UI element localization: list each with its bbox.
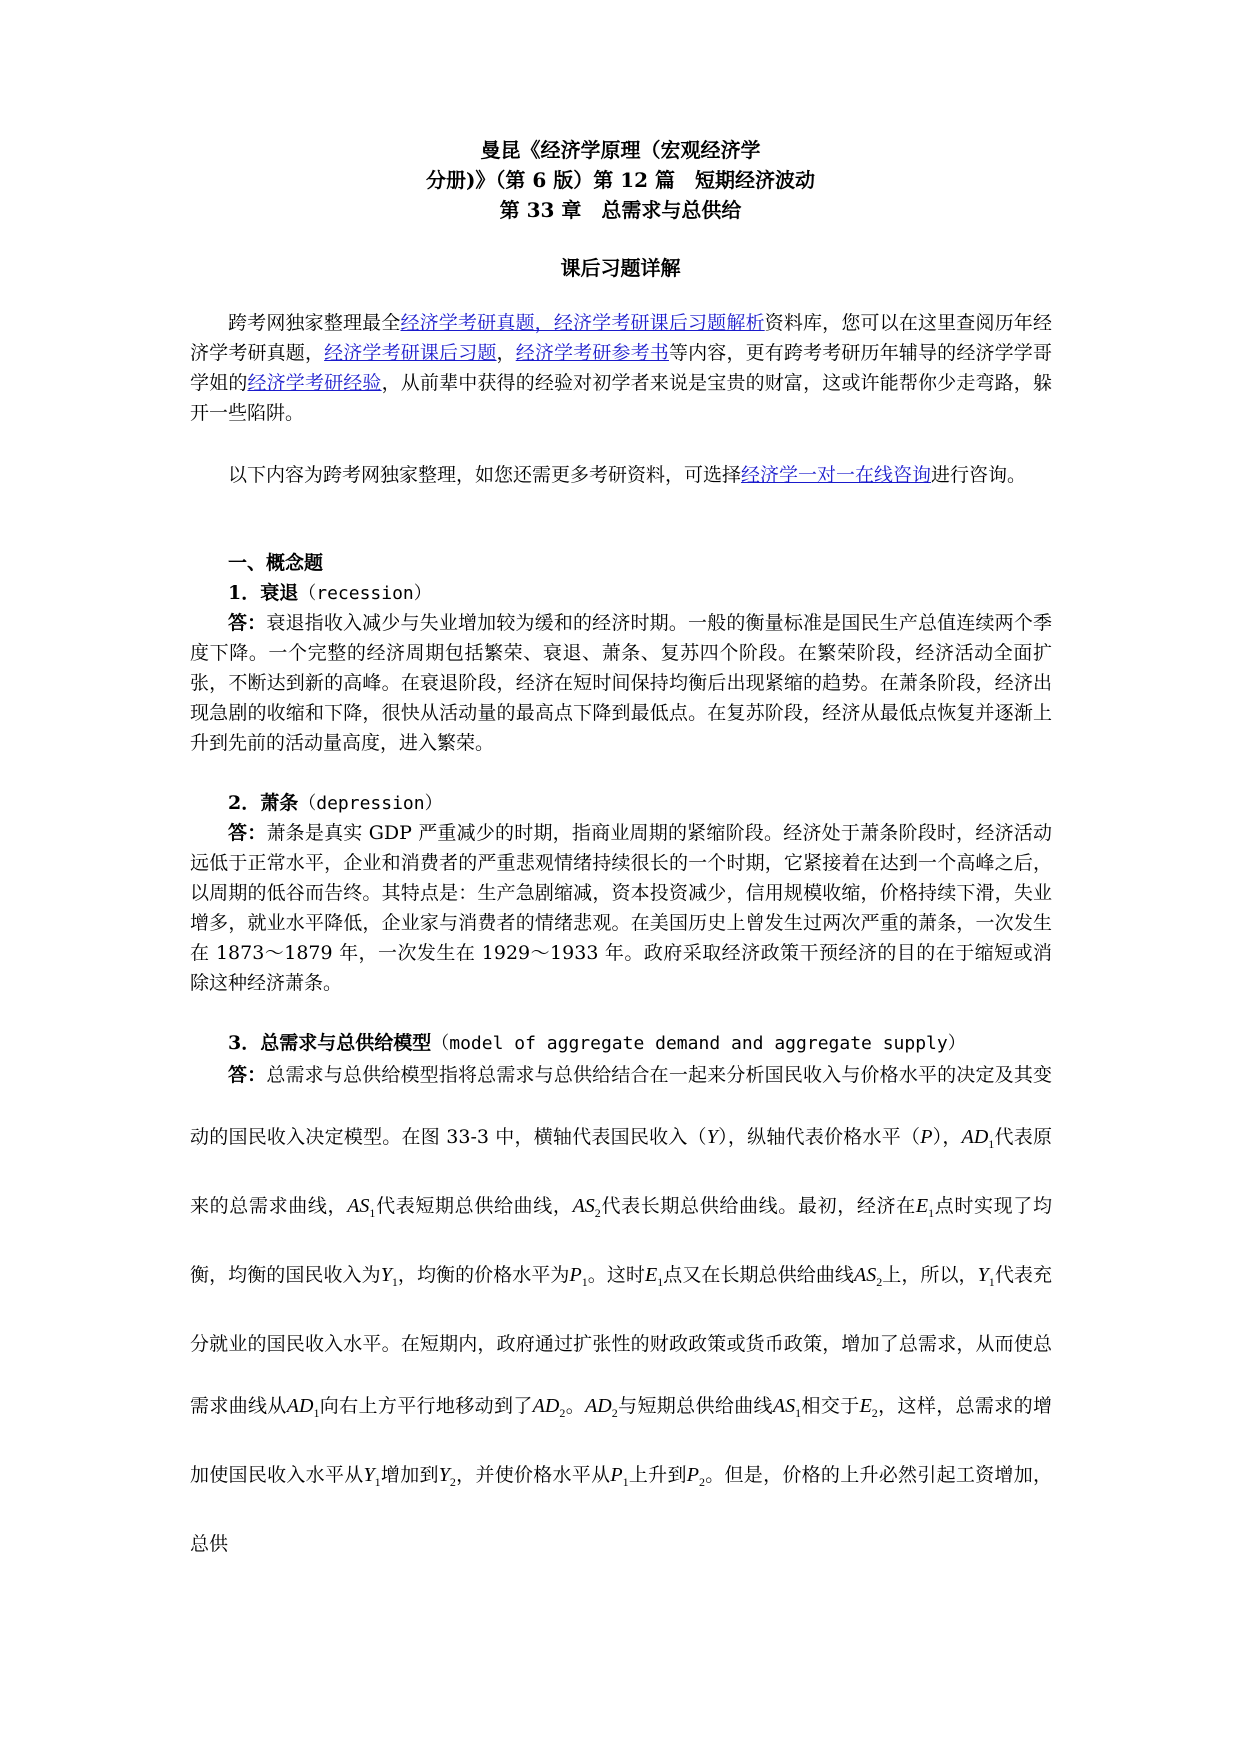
answer-text: 。	[565, 1395, 586, 1417]
answer-text: 。但是，价格的上升必然引起工资增加，总供	[190, 1464, 1052, 1555]
answer-text: 代表短期总供给曲线，	[375, 1195, 573, 1217]
symbol-Y1: $Y_1$	[977, 1264, 995, 1289]
answer-text: 向右上方平行地移动到了	[319, 1395, 533, 1417]
link-reference-books[interactable]: 经济学考研参考书	[515, 342, 669, 364]
answer-label: 答：	[228, 822, 267, 844]
symbol-E1: $E_1$	[915, 1195, 935, 1220]
symbol-P1: $P_1$	[610, 1464, 629, 1489]
symbol-AD2: $AD_2$	[585, 1395, 618, 1420]
intro-paragraph-1	[190, 308, 1052, 428]
link-online-consult[interactable]: 经济学一对一在线咨询	[741, 464, 932, 486]
link-after-class-exercises[interactable]: 经济学考研课后习题	[324, 342, 497, 364]
doc-title-line3: 第 33 章 总需求与总供给	[499, 198, 742, 222]
answer-text: 萧条是真实 GDP 严重减少的时期，指商业周期的紧缩阶段。经济处于萧条阶段时，经济活动远低于正常水平，企业和消费者的严重悲观情绪持续很长的一个时期，它紧接着在达到一个高峰之后，以周期的低谷而告终。其特点是：生产急剧缩减，资本投资减少，信用规模收缩，价格持续下滑，失业增多，就业水平降低，企业家与消费者的情绪悲观。在美国历史上曾发生过两次严重的萧条，一次发生在 1873～1879 年，一次发生在 1929～1933 年。政府采取经济政策干预经济的目的在于缩短或消除这种经济萧条。	[190, 822, 1052, 994]
question-english: （depression）	[298, 793, 443, 814]
symbol-AS2: $AS_2$	[853, 1264, 883, 1289]
symbol-AS1: $AS_1$	[772, 1395, 802, 1420]
doc-title-line1: 曼昆《经济学原理（宏观经济学	[480, 138, 761, 162]
answer-text: 代表长期总供给曲线。最初，经济在	[600, 1195, 916, 1217]
answer-text: 总需求与总供给模型指将总需求与总供给结合在一起来分析国民收入与价格水平的决定及其变动的国民收入决定模型。在图 33-3 中，横轴代表国民收入（	[190, 1064, 1052, 1148]
intro-text: 资料库，您可以在这里查阅历年经济学考研真题，	[190, 312, 1052, 364]
answer-text: ，均衡的价格水平为	[397, 1264, 570, 1286]
question-number: 1．衰退	[228, 582, 299, 604]
answer-text: ），纵轴代表价格水平（	[717, 1126, 921, 1148]
intro-text: 以下内容为跨考网独家整理，如您还需更多考研资料，可选择	[228, 464, 742, 486]
answer-text: 增加到	[380, 1464, 439, 1486]
intro-text: 进行咨询。	[931, 464, 1027, 486]
question-1-title	[228, 578, 432, 609]
answer-text: 衰退指收入减少与失业增加较为缓和的经济时期。一般的衡量标准是国民生产总值连续两个季度下降。一个完整的经济周期包括繁荣、衰退、萧条、复苏四个阶段。在繁荣阶段，经济活动全面扩张，不断达到新的高峰。在衰退阶段，经济在短时间保持均衡后出现紧缩的趋势。在萧条阶段，经济出现急剧的收缩和下降，很快从活动量的最高点下降到最低点。在复苏阶段，经济从最低点恢复并逐渐上升到先前的活动量高度，进入繁荣。	[190, 612, 1052, 754]
link-exam-experience[interactable]: 经济学考研经验	[247, 372, 382, 394]
question-number: 3．总需求与总供给模型	[228, 1032, 432, 1054]
symbol-Y1: $Y_1$	[363, 1464, 381, 1489]
answer-text: 代表原来的总需求曲线，	[190, 1126, 1052, 1217]
symbol-AD1: $AD_1$	[286, 1395, 320, 1420]
intro-text: 等内容，更有跨考考研历年辅导的经济学学哥学姐的	[190, 342, 1052, 394]
symbol-Y: Y	[706, 1126, 718, 1148]
symbol-AD1: $AD_1$	[961, 1126, 995, 1151]
answer-text: ，这样，总需求的增加使国民收入水平从	[190, 1395, 1052, 1486]
symbol-Y1: $Y_1$	[380, 1264, 398, 1289]
intro-text: 跨考网独家整理最全	[228, 312, 401, 334]
answer-label: 答：	[228, 612, 267, 634]
question-english: （model of aggregate demand and aggregate supply）	[431, 1033, 966, 1054]
link-exam-questions[interactable]: 经济学考研真题，经济学考研课后习题解析	[400, 312, 765, 334]
answer-text: 与短期总供给曲线	[617, 1395, 773, 1417]
intro-text: ，	[496, 342, 516, 364]
question-2-answer	[190, 818, 1052, 998]
answer-label: 答：	[228, 1064, 267, 1086]
section-heading: 一、概念题	[228, 552, 324, 574]
answer-text: ），	[932, 1126, 962, 1148]
doc-subtitle: 课后习题详解	[560, 256, 681, 280]
question-number: 2．萧条	[228, 792, 299, 814]
symbol-AS2: $AS_2$	[572, 1195, 601, 1220]
intro-text: ，从前辈中获得的经验对初学者来说是宝贵的财富，这或许能帮你少走弯路，躲开一些陷阱。	[190, 372, 1052, 424]
symbol-AS1: $AS_1$	[347, 1195, 376, 1220]
symbol-AD2: $AD_2$	[532, 1395, 566, 1420]
question-3-answer	[190, 1044, 1052, 1575]
answer-text: 代表充分就业的国民收入水平。在短期内，政府通过扩张性的财政政策或货币政策，增加了总需求，从而使总需求曲线从	[190, 1264, 1052, 1417]
answer-text: ，并使价格水平从	[455, 1464, 611, 1486]
symbol-Y2: $Y_2$	[438, 1464, 456, 1489]
answer-text: 上，所以，	[882, 1264, 978, 1286]
symbol-P2: $P_2$	[686, 1464, 705, 1489]
symbol-P: P	[920, 1126, 933, 1148]
question-english: （recession）	[298, 583, 432, 604]
answer-text: 点时实现了均衡，均衡的国民收入为	[190, 1195, 1052, 1286]
symbol-E2: $E_2$	[859, 1395, 878, 1420]
answer-text: 上升到	[628, 1464, 687, 1486]
doc-title-line2: 分册)》（第 6 版）第 12 篇 短期经济波动	[425, 168, 816, 192]
symbol-E1: $E_1$	[645, 1264, 664, 1289]
symbol-P1: $P_1$	[569, 1264, 588, 1289]
answer-text: 相交于	[801, 1395, 860, 1417]
answer-text: 点又在长期总供给曲线	[663, 1264, 854, 1286]
question-2-title	[228, 788, 443, 819]
intro-paragraph-2	[190, 460, 1052, 490]
answer-text: 。这时	[587, 1264, 645, 1286]
question-1-answer	[190, 608, 1052, 758]
